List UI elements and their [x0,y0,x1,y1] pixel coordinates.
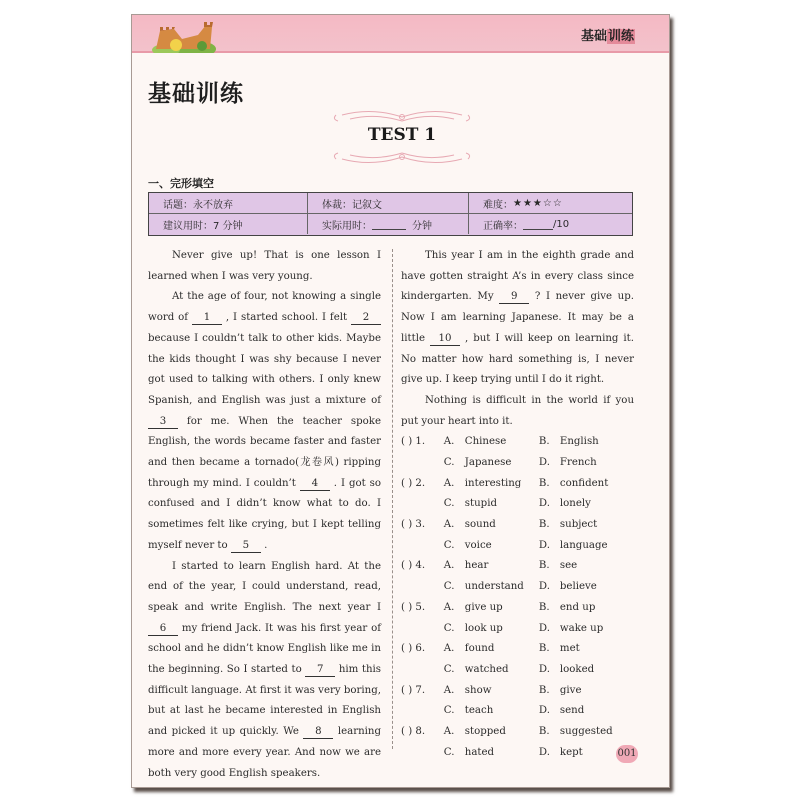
option-a[interactable]: A. Chinese [443,436,507,448]
option-d[interactable]: D. believe [538,581,597,593]
question-number[interactable]: ( ) 6. [401,643,426,655]
option-b[interactable]: B. English [538,436,599,448]
option-b[interactable]: B. subject [538,519,598,531]
option-c[interactable]: C. teach [443,705,494,717]
option-b[interactable]: B. suggested [538,725,613,737]
actual-time-cell: 实际用时： 分钟 [308,214,469,234]
question-row [401,494,634,515]
question-row [401,639,634,660]
question-row [401,619,634,640]
option-d[interactable]: D. wake up [538,622,604,634]
option-d[interactable]: D. lonely [538,498,591,510]
actual-time-blank[interactable] [372,218,406,230]
blank-9[interactable]: 9 [499,290,529,304]
option-c[interactable]: C. understand [443,581,524,593]
question-row [401,536,634,557]
question-row [401,598,634,619]
question-number[interactable]: ( ) 8. [401,725,426,737]
test-title: TEST 1 [367,125,437,145]
blank-5[interactable]: 5 [231,539,261,553]
question-spacer [401,660,444,681]
question-row [401,556,634,577]
question-row [401,701,634,722]
question-row [401,722,634,743]
question-spacer [401,701,444,722]
blank-1[interactable]: 1 [192,311,222,325]
question-list [401,432,634,763]
option-d[interactable]: D. French [538,457,597,469]
option-d[interactable]: D. send [538,705,585,717]
option-a[interactable]: A. sound [443,519,496,531]
question-row [401,453,634,474]
passage-paragraph: This year I am in the eighth grade and have gotten straight A’s in every class since kindergarten. My 9 ? I never give up. Now I am learning Japanese. It may be a little 10 , but I will keep on learning it. No matter how hard something is, I never give up. I keep trying until I do it right. [401,250,634,386]
option-b[interactable]: B. see [538,560,578,572]
blank-3[interactable]: 3 [148,415,178,429]
option-c[interactable]: C. watched [443,663,509,675]
option-a[interactable]: A. stopped [443,725,506,737]
blank-8[interactable]: 8 [303,725,333,739]
option-a[interactable]: A. give up [443,601,503,613]
passage-paragraph: Never give up! That is one lesson I learned when I was very young. [148,250,381,282]
question-row [401,474,634,495]
blank-7[interactable]: 7 [305,663,335,677]
option-a[interactable]: A. found [443,643,495,655]
blank-10[interactable]: 10 [430,332,460,346]
passage-paragraph: Nothing is difficult in the world if you put your heart into it. [401,394,634,427]
accuracy-cell: 正确率： /10 [483,218,570,232]
genre-cell: 体裁：记叙文 [308,193,469,214]
question-spacer [401,494,444,515]
section-heading: 一、完形填空 [148,177,214,190]
option-d[interactable]: D. language [538,539,608,551]
question-number[interactable]: ( ) 5. [401,601,426,613]
option-a[interactable]: A. interesting [443,477,522,489]
option-b[interactable]: B. met [538,643,580,655]
option-c[interactable]: C. stupid [443,498,497,510]
question-spacer [401,743,444,764]
question-number[interactable]: ( ) 1. [401,436,426,448]
option-b[interactable]: B. end up [538,601,596,613]
question-spacer [401,453,444,474]
info-table [148,192,633,236]
running-head: 基础训练 [580,29,634,44]
page-title: 基础训练 [148,81,244,107]
passage-paragraph: I started to learn English hard. At the end of the year, I could understand, read, speak and write English. The next year I 6 my friend Jack. It was his first year of school and he didn’t know English like me in the beginning. So I started to 7 him this difficult language. At first it was very boring, but at last he became interested in English and picked it up quickly. We 8 learning more and more every year. And now we are both very good English speakers. [148,560,382,779]
suggested-time-cell: 建议用时：7 分钟 [149,214,308,234]
question-row [401,743,634,764]
option-d[interactable]: D. looked [538,663,595,675]
question-spacer [401,577,444,598]
question-number[interactable]: ( ) 4. [401,560,426,572]
passage-right-column [401,246,634,763]
blank-2[interactable]: 2 [351,311,381,325]
option-c[interactable]: C. Japanese [443,457,512,469]
option-b[interactable]: B. give [538,684,582,696]
difficulty-stars: ★★★☆☆ [513,197,563,209]
blank-4[interactable]: 4 [300,477,330,491]
accuracy-blank[interactable] [523,218,553,230]
option-c[interactable]: C. look up [443,622,503,634]
question-number[interactable]: ( ) 7. [401,684,426,696]
topic-cell: 话题：永不放弃 [149,193,308,214]
question-spacer [401,536,444,557]
option-d[interactable]: D. kept [538,746,583,758]
option-b[interactable]: B. confident [538,477,609,489]
option-a[interactable]: A. show [443,684,492,696]
difficulty-cell: 难度： ★★★☆☆ [469,193,632,214]
question-row [401,660,634,681]
column-divider [392,249,393,749]
question-row [401,432,634,453]
question-row [401,577,634,598]
option-c[interactable]: C. hated [443,746,495,758]
book-page [131,14,670,788]
page-number: 001 [616,745,638,763]
passage-left-column [148,246,381,784]
option-c[interactable]: C. voice [443,539,492,551]
question-row [401,515,634,536]
option-a[interactable]: A. hear [443,560,489,572]
blank-6[interactable]: 6 [148,622,178,636]
question-number[interactable]: ( ) 3. [401,519,426,531]
great-wall-logo [152,19,216,53]
question-row [401,681,634,702]
question-number[interactable]: ( ) 2. [401,477,426,489]
running-head-highlight: 训练 [607,29,634,44]
question-spacer [401,619,444,640]
passage-paragraph: At the age of four, not knowing a single word of 1 , I started school. I felt 2 because I couldn’t talk to other kids. Maybe the kids thought I was shy because I never got used to talking with others. I only knew Spanish, and English was just a mixture of 3 for me. When the teacher spoke English, the words became faster and faster and then became a tornado(龙卷风) ripping through my mind. I couldn’t 4 . I got so confused and I didn’t know what to do. I sometimes felt like crying, but I kept telling myself never to 5 . [148,291,382,551]
